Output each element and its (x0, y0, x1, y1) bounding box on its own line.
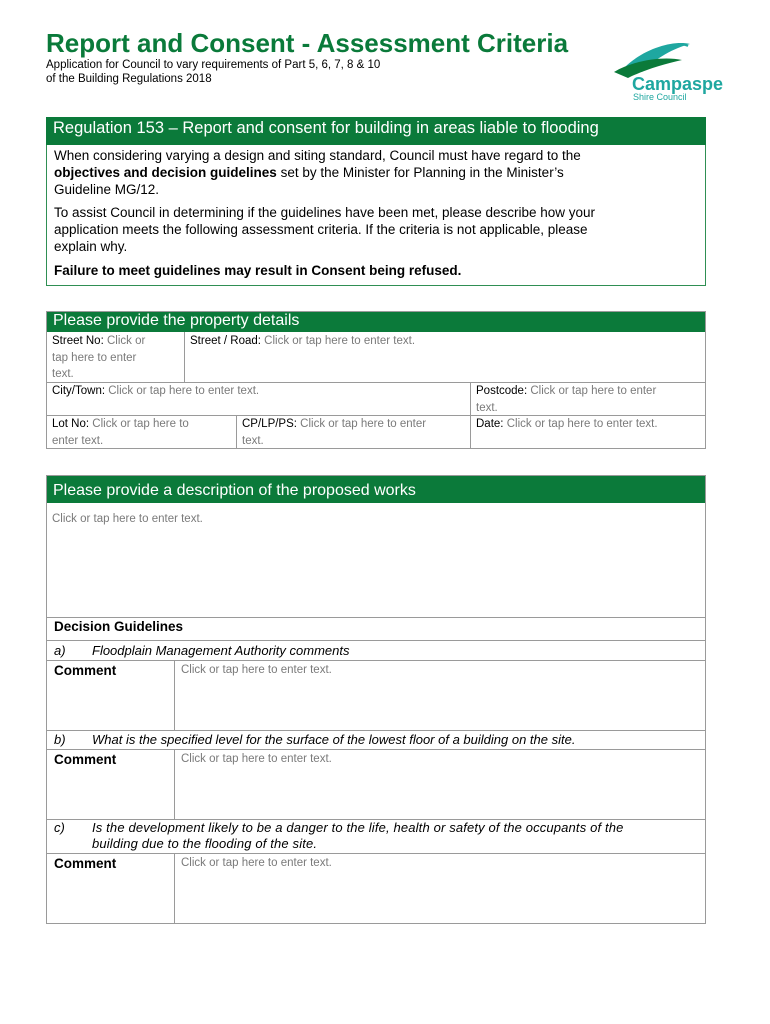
guideline-c-letter: c) (54, 820, 65, 835)
works-heading: Please provide a description of the proposed works (46, 475, 706, 503)
comment-b-label: Comment (54, 752, 117, 767)
divider (46, 617, 706, 618)
divider (46, 853, 706, 854)
divider (46, 415, 706, 416)
comment-b-field[interactable]: Click or tap here to enter text. (181, 753, 332, 765)
regulation-heading: Regulation 153 – Report and consent for building in areas liable to flooding (46, 117, 706, 145)
page-subtitle: Application for Council to vary requirements of Part 5, 6, 7, 8 & 10 of the Building Regulations 2018 (46, 59, 381, 85)
comment-c-label: Comment (54, 856, 117, 871)
divider (174, 660, 175, 730)
divider (236, 415, 237, 449)
decision-guidelines-heading: Decision Guidelines (54, 619, 184, 634)
divider (470, 382, 471, 449)
street-road-field[interactable]: Street / Road: Click or tap here to enter text. (190, 335, 416, 347)
guideline-a-letter: a) (54, 643, 66, 658)
regulation-paragraph-2: To assist Council in determining if the guidelines have been met, please describe how your application meets the following assessment criteria. If the criteria is not applicable, please explain why. (54, 205, 596, 254)
date-field[interactable]: Date: Click or tap here to enter text. (476, 418, 658, 430)
property-heading: Please provide the property details (46, 311, 706, 332)
street-no-field[interactable]: Street No: Click or tap here to enter text. (52, 335, 146, 380)
guideline-b-text: What is the specified level for the surface of the lowest floor of a building on the site. (92, 732, 576, 747)
guideline-c-text: Is the development likely to be a danger to the life, health or safety of the occupants of the building due to the flooding of the site. (92, 820, 624, 851)
logo-name: Campaspe (632, 74, 724, 94)
guideline-b-letter: b) (54, 732, 66, 747)
divider (46, 640, 706, 641)
divider (46, 382, 706, 383)
city-field[interactable]: City/Town: Click or tap here to enter text. (52, 385, 260, 397)
logo-sub: Shire Council (633, 92, 687, 102)
works-description-field[interactable]: Click or tap here to enter text. (52, 513, 203, 525)
regulation-paragraph-1: When considering varying a design and siting standard, Council must have regard to the objectives and decision guidelines set by the Minister for Planning in the Minister’s Guideline MG/12. (54, 148, 581, 197)
postcode-field[interactable]: Postcode: Click or tap here to enter text. (476, 385, 657, 414)
divider (46, 660, 706, 661)
lot-no-field[interactable]: Lot No: Click or tap here to enter text. (52, 418, 189, 447)
divider (46, 749, 706, 750)
comment-a-label: Comment (54, 663, 117, 678)
regulation-warning: Failure to meet guidelines may result in Consent being refused. (54, 263, 462, 278)
divider (174, 749, 175, 819)
divider (174, 853, 175, 923)
guideline-a-text: Floodplain Management Authority comments (92, 643, 350, 658)
comment-c-field[interactable]: Click or tap here to enter text. (181, 857, 332, 869)
page-title: Report and Consent - Assessment Criteria (46, 28, 569, 58)
divider (46, 730, 706, 731)
cp-lp-ps-field[interactable]: CP/LP/PS: Click or tap here to enter text. (242, 418, 427, 447)
comment-a-field[interactable]: Click or tap here to enter text. (181, 664, 332, 676)
divider (184, 332, 185, 382)
